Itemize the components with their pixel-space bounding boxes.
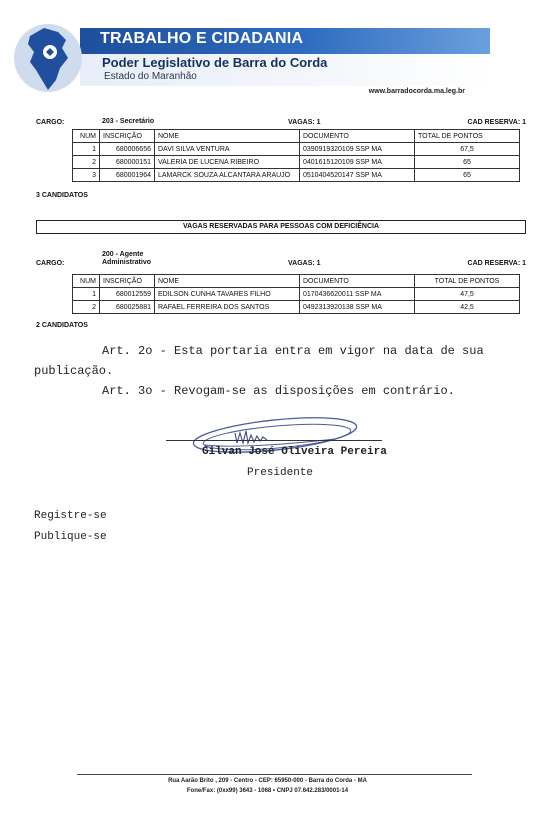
cargo-label: CARGO: xyxy=(36,260,65,267)
cargo-name: 200 - Agente Administrativo xyxy=(102,251,152,266)
cell-documento: 0390919320109 SSP MA xyxy=(300,143,415,156)
banner-subtitle: Poder Legislativo de Barra do Corda xyxy=(102,55,328,70)
table-header-row xyxy=(73,130,520,143)
table-row xyxy=(73,156,520,169)
cell-num: 3 xyxy=(73,169,100,182)
cell-documento: 0492313920138 SSP MA xyxy=(300,301,415,314)
cell-inscricao: 680012559 xyxy=(100,288,155,301)
table-row xyxy=(73,288,520,301)
col-inscricao: INSCRIÇÃO xyxy=(100,275,155,288)
cargo-name: 203 - Secretário xyxy=(102,118,155,125)
banner-state: Estado do Maranhão xyxy=(104,71,197,82)
banner-title: TRABALHO E CIDADANIA xyxy=(100,30,304,47)
col-nome: NOME xyxy=(155,130,300,143)
cell-pontos: 67,5 xyxy=(415,143,520,156)
col-pontos: TOTAL DE PONTOS xyxy=(415,130,520,143)
cell-inscricao: 680006656 xyxy=(100,143,155,156)
cell-nome: EDILSON CUNHA TAVARES FILHO xyxy=(155,288,300,301)
col-pontos: TOTAL DE PONTOS xyxy=(415,275,520,288)
cell-documento: 0510404520147 SSP MA xyxy=(300,169,415,182)
footer-contact: Fone/Fax: (0xx99) 3643 - 1068 • CNPJ 07.642.283/0001-14 xyxy=(186,788,349,794)
cell-num: 2 xyxy=(73,301,100,314)
publique-se: Publique-se xyxy=(34,531,107,543)
article-2-line-1: Art. 2o - Esta portaria entra em vigor na data de sua xyxy=(102,344,484,358)
header-banner xyxy=(10,28,490,86)
maranhao-map-logo-icon xyxy=(10,18,90,98)
footer-address: Rua Aarão Brito , 209 - Centro - CEP: 65950-000 - Barra do Corda - MA xyxy=(168,778,367,784)
cell-num: 2 xyxy=(73,156,100,169)
col-num: NUM xyxy=(73,130,100,143)
cell-documento: 0170436620011 SSP MA xyxy=(300,288,415,301)
cell-nome: VALERIA DE LUCENA RIBEIRO xyxy=(155,156,300,169)
cell-inscricao: 680025881 xyxy=(100,301,155,314)
cad-reserva: CAD RESERVA: 1 xyxy=(467,119,526,126)
table-header-row xyxy=(73,275,520,288)
reserved-vacancies-box: VAGAS RESERVADAS PARA PESSOAS COM DEFICIÊNCIA xyxy=(36,220,526,234)
cell-nome: RAFAEL FERREIRA DOS SANTOS xyxy=(155,301,300,314)
candidates-table-2 xyxy=(72,274,520,314)
table-row xyxy=(73,301,520,314)
signatory-name: Gilvan José Oliveira Pereira xyxy=(202,446,387,458)
candidates-count-1: 3 CANDIDATOS xyxy=(36,192,88,199)
table-row xyxy=(73,169,520,182)
col-nome: NOME xyxy=(155,275,300,288)
col-inscricao: INSCRIÇÃO xyxy=(100,130,155,143)
cargo-label: CARGO: xyxy=(36,119,65,126)
article-3: Art. 3o - Revogam-se as disposições em contrário. xyxy=(102,384,455,398)
col-num: NUM xyxy=(73,275,100,288)
col-documento: DOCUMENTO xyxy=(300,130,415,143)
cell-num: 1 xyxy=(73,143,100,156)
cell-num: 1 xyxy=(73,288,100,301)
cell-pontos: 42,5 xyxy=(415,301,520,314)
registre-se: Registre-se xyxy=(34,510,107,522)
cell-documento: 0401615120109 SSP MA xyxy=(300,156,415,169)
vagas: VAGAS: 1 xyxy=(288,119,321,126)
cell-nome: LAMARCK SOUZA ALCANTARA ARAUJO xyxy=(155,169,300,182)
cell-inscricao: 680001964 xyxy=(100,169,155,182)
website-link[interactable]: www.barradocorda.ma.leg.br xyxy=(368,88,465,95)
article-2-line-2: publicação. xyxy=(34,364,114,378)
cell-inscricao: 680000151 xyxy=(100,156,155,169)
candidates-count-2: 2 CANDIDATOS xyxy=(36,322,88,329)
cell-pontos: 65 xyxy=(415,169,520,182)
footer-divider xyxy=(77,774,472,775)
cell-pontos: 65 xyxy=(415,156,520,169)
signatory-role: Presidente xyxy=(247,467,314,479)
cargo-row-2 xyxy=(36,243,526,269)
col-documento: DOCUMENTO xyxy=(300,275,415,288)
table-row xyxy=(73,143,520,156)
signature-line xyxy=(166,440,382,441)
cad-reserva: CAD RESERVA: 1 xyxy=(467,260,526,267)
cell-pontos: 47,5 xyxy=(415,288,520,301)
candidates-table-1 xyxy=(72,129,520,182)
vagas: VAGAS: 1 xyxy=(288,260,321,267)
cell-nome: DAVI SILVA VENTURA xyxy=(155,143,300,156)
cargo-row-1 xyxy=(36,102,526,128)
